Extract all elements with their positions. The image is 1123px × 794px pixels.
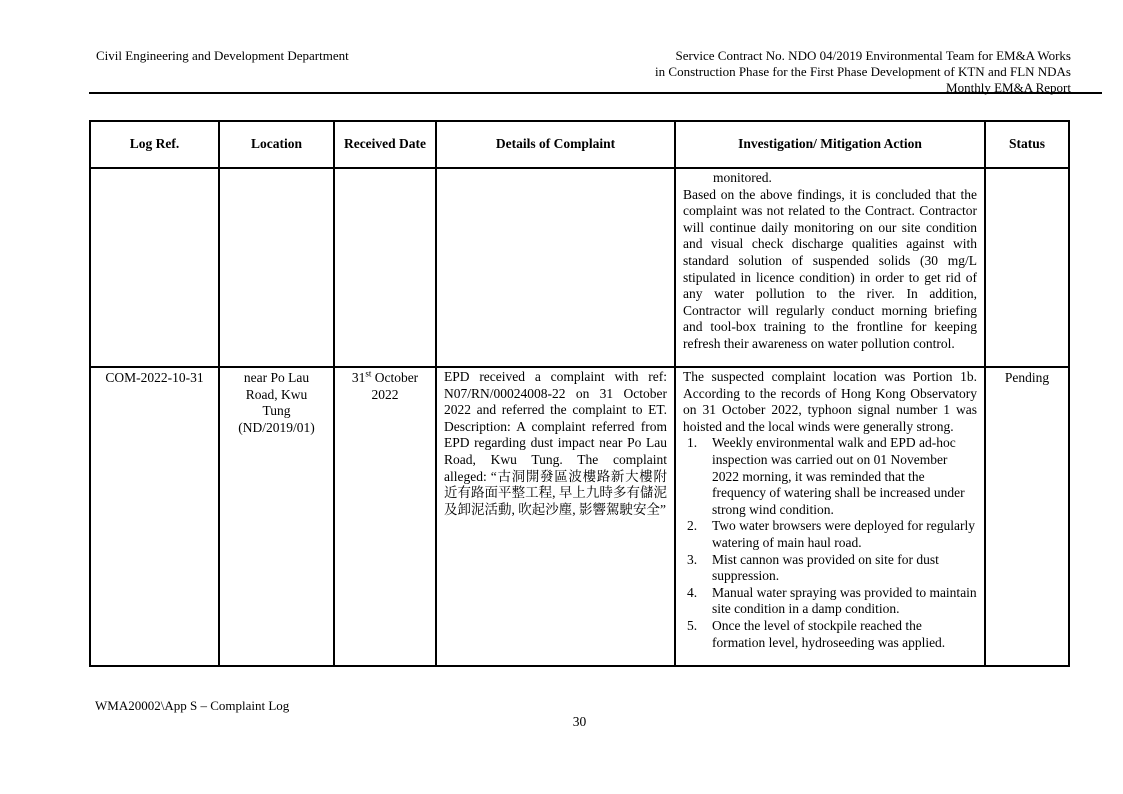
col-header-log-ref: Log Ref. [90, 121, 219, 168]
col-header-received-date: Received Date [334, 121, 436, 168]
investigation-intro: The suspected complaint location was Portion 1b. According to the records of Hong Kong Observatory on 31 October 2022, typhoon signal number 1 was hoisted and the local winds were generally strong. [683, 369, 977, 434]
cell-details: EPD received a complaint with ref: N07/RN/00024008-22 on 31 October 2022 and referred the complaint to ET. Description: A complaint referred from EPD regarding dust impact near Po Lau Road, Kwu Tung. The complaint alleged: “古洞開發區波樓路新大樓附近有路面平整工程, 早上九時多有儲泥及卸泥活動, 吹起沙塵, 影響駕駛安全” [436, 367, 675, 666]
cell-received-date-empty [334, 168, 436, 367]
received-date-year: 2022 [371, 386, 399, 402]
location-line: near Po Lau [243, 370, 310, 385]
received-date-line-1 [341, 370, 429, 387]
investigation-action-item: Once the level of stockpile reached the formation level, hydroseeding was applied. [712, 617, 946, 650]
received-date-day: 31 [351, 370, 366, 385]
cell-status-empty [985, 168, 1069, 367]
header-contract-line-1: Service Contract No. NDO 04/2019 Environmental Team for EM&A Works [675, 48, 1071, 63]
cell-log-ref: COM-2022-10-31 [90, 367, 219, 666]
col-header-details: Details of Complaint [436, 121, 675, 168]
header-department: Civil Engineering and Development Department [96, 48, 349, 63]
investigation-continuation-paragraph: Based on the above findings, it is concluded that the complaint was not related to the Contract. Contractor will continue daily monitoring on our site condition and visual check discharge qualities against with standard solution of suspended solids (30 mg/L stipulated in licence condition) in order to get rid of any water pollution to the river. In addition, Contractor will regularly conduct morning briefing and tool-box training to the frontline for keeping refresh their awareness on water pollution control. [683, 186, 977, 351]
location-line: (ND/2019/01) [238, 419, 315, 435]
location-line: Road, Kwu [245, 386, 308, 402]
investigation-continuation-first-line: monitored. [713, 170, 772, 185]
header-contract-block [655, 48, 1071, 96]
table-row-complaint [90, 367, 1069, 666]
received-date-ordinal: st [365, 368, 372, 379]
investigation-action-item: Weekly environmental walk and EPD ad-hoc inspection was carried out on 01 November 2022 morning, it was reminded that the frequency of watering shall be increased under strong wind condition. [712, 435, 965, 517]
col-header-investigation: Investigation/ Mitigation Action [675, 121, 985, 168]
cell-details-empty [436, 168, 675, 367]
footer-document-reference: WMA20002\App S – Complaint Log [95, 698, 290, 713]
cell-status: Pending [985, 367, 1069, 666]
table-row-continuation [90, 168, 1069, 367]
complaint-log-table-wrap [89, 120, 1068, 667]
cell-location [219, 367, 334, 666]
investigation-action-item: Mist cannon was provided on site for dust suppression. [712, 551, 939, 584]
table-header-row [90, 121, 1069, 168]
investigation-action-item: Two water browsers were deployed for regularly watering of main haul road. [712, 518, 975, 550]
header-contract-line-2: in Construction Phase for the First Phase Development of KTN and FLN NDAs [655, 64, 1071, 79]
cell-location-empty [219, 168, 334, 367]
cell-investigation-continuation [675, 168, 985, 367]
header-report-title: Monthly EM&A Report [946, 80, 1071, 95]
location-line: Tung [262, 403, 291, 419]
col-header-status: Status [985, 121, 1069, 168]
footer-page-number: 30 [572, 714, 587, 729]
cell-log-ref-empty [90, 168, 219, 367]
investigation-actions-list [683, 435, 977, 651]
received-date-month: October [371, 370, 419, 385]
cell-investigation [675, 367, 985, 666]
complaint-log-table [89, 120, 1070, 667]
col-header-location: Location [219, 121, 334, 168]
cell-received-date [334, 367, 436, 666]
header-divider-rule [89, 92, 1102, 94]
investigation-action-item: Manual water spraying was provided to maintain site condition in a damp condition. [712, 584, 977, 617]
